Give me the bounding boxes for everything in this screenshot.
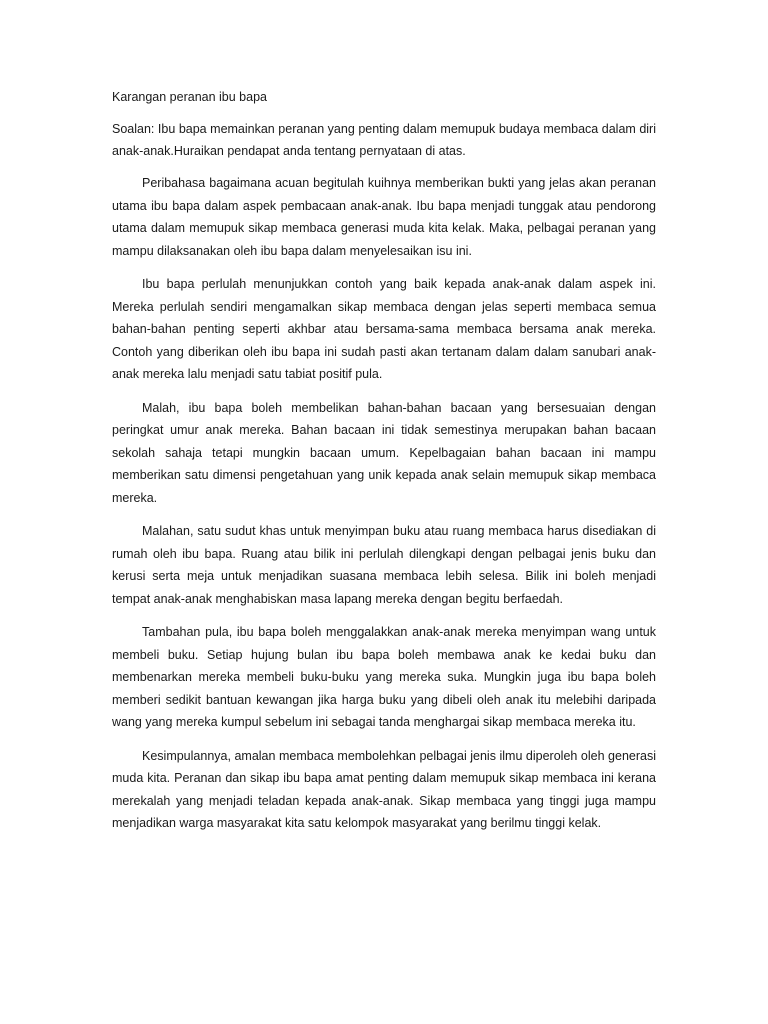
document-page — [112, 86, 656, 846]
paragraph-point-3: Malahan, satu sudut khas untuk menyimpan buku atau ruang membaca harus disediakan di rumah oleh ibu bapa. Ruang atau bilik ini perlulah dilengkapi dengan pelbagai jenis buku dan kerusi serta meja untuk menjadikan suasana membaca lebih selesa. Bilik ini boleh menjadi tempat anak-anak menghabiskan masa lapang mereka dengan begitu berfaedah. — [112, 524, 656, 606]
paragraph-point-1: Ibu bapa perlulah menunjukkan contoh yang baik kepada anak-anak dalam aspek ini. Mereka perlulah sendiri mengamalkan sikap membaca dengan jelas seperti membaca semua bahan-bahan penting seperti akhbar atau bersama-sama membaca bersama anak mereka. Contoh yang diberikan oleh ibu bapa ini sudah pasti akan tertanam dalam dalam sanubari anak-anak mereka lalu menjadi satu tabiat positif pula. — [112, 277, 656, 381]
paragraph-point-2: Malah, ibu bapa boleh membelikan bahan-bahan bacaan yang bersesuaian dengan peringkat umur anak mereka. Bahan bacaan ini tidak semestinya merupakan bahan bacaan sekolah sahaja tetapi mungkin bacaan umum. Kepelbagaian bahan bacaan ini mampu memberikan satu dimensi pengetahuan yang unik kepada anak selain memupuk sikap membaca mereka. — [112, 400, 656, 505]
document-title: Karangan peranan ibu bapa — [112, 90, 267, 104]
paragraph-point-4: Tambahan pula, ibu bapa boleh menggalakkan anak-anak mereka menyimpan wang untuk membeli buku. Setiap hujung bulan ibu bapa boleh membawa anak ke kedai buku dan membenarkan mereka membeli buku-buku yang mereka suka. Mungkin juga ibu bapa boleh memberi sedikit bantuan kewangan jika harga buku yang dibeli oleh anak itu melebihi daripada wang yang mereka kumpul sebelum ini sebagai tanda menghargai sikap membaca mereka itu. — [112, 625, 656, 729]
paragraph-conclusion: Kesimpulannya, amalan membaca membolehkan pelbagai jenis ilmu diperoleh oleh generasi muda kita. Peranan dan sikap ibu bapa amat penting dalam memupuk sikap membaca ini kerana merekalah yang menjadi teladan kepada anak-anak. Sikap membaca yang tinggi juga mampu menjadikan warga masyarakat kita satu kelompok masyarakat yang berilmu tinggi kelak. — [112, 748, 656, 830]
essay-question: Soalan: Ibu bapa memainkan peranan yang penting dalam memupuk budaya membaca dalam diri anak-anak.Huraikan pendapat anda tentang pernyataan di atas. — [112, 122, 656, 158]
paragraph-introduction: Peribahasa bagaimana acuan begitulah kuihnya memberikan bukti yang jelas akan peranan utama ibu bapa dalam aspek pembacaan anak-anak. Ibu bapa menjadi tunggak atau pendorong utama dalam memupuk sikap membaca generasi muda kita kelak. Maka, pelbagai peranan yang mampu dilaksanakan oleh ibu bapa dalam menyelesaikan isu ini. — [112, 176, 656, 258]
